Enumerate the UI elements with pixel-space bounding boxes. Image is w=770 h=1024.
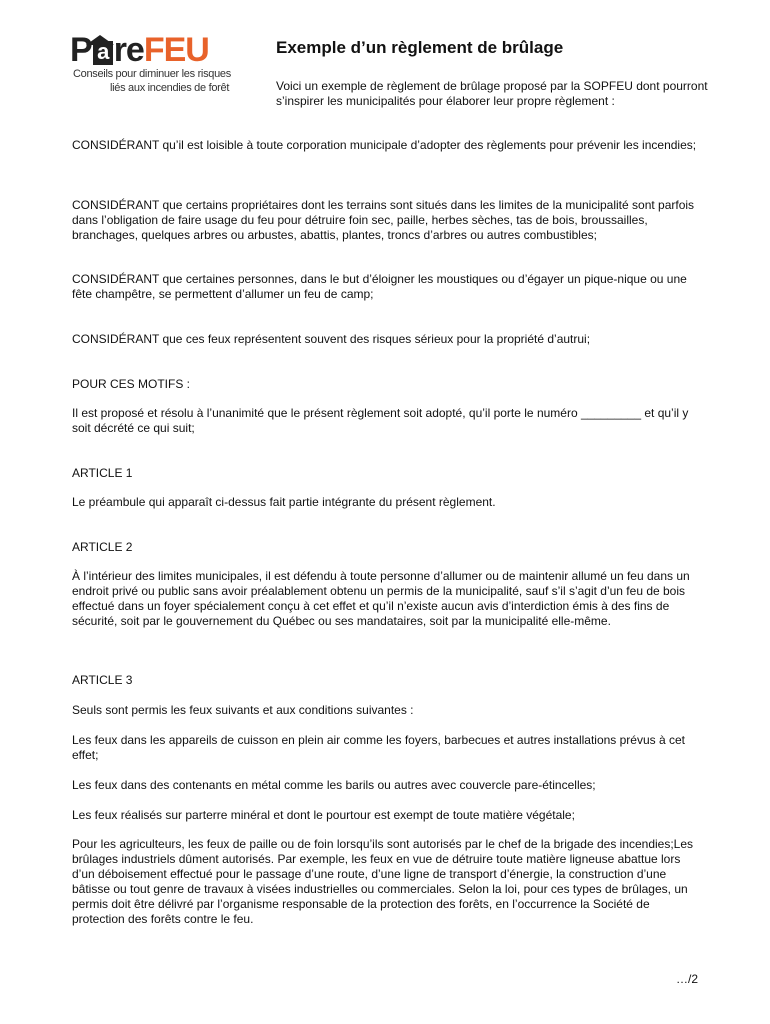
resolution-paragraph: Il est proposé et résolu à l’unanimité que le présent règlement soit adopté, qu’il porte le numéro _________ et qu’il y soit décrété ce qui suit; [72,406,689,435]
intro-paragraph: Voici un exemple de règlement de brûlage proposé par la SOPFEU dont pourront s’inspirer les municipalités pour élaborer leur propre règlement : [276,79,708,108]
article-paragraph: Les feux dans les appareils de cuisson en plein air comme les foyers, barbecues et autres installations prévus à cet effet; [72,733,685,762]
article-paragraph: Le préambule qui apparaît ci-dessus fait partie intégrante du présent règlement. [72,495,496,509]
logo-tagline-line2: liés aux incendies de forêt [110,82,230,94]
logo-letter-p: P [70,31,92,69]
document-title: Exemple d’un règlement de brûlage [276,38,564,57]
considerant-paragraph: CONSIDÉRANT que ces feux représentent souvent des risques sérieux pour la propriété d’autrui; [72,332,591,346]
considerant-paragraph: CONSIDÉRANT que certaines personnes, dans le but d’éloigner les moustiques ou d’égayer un pique-nique ou une fête champêtre, se permettent d’allumer un feu de camp; [72,272,687,301]
article-paragraph: Seuls sont permis les feux suivants et aux conditions suivantes : [72,703,414,717]
logo-wordmark [70,32,209,68]
logo-letter-a: a [93,41,113,65]
article-heading: ARTICLE 1 [72,466,133,480]
article-heading: ARTICLE 2 [72,540,133,554]
motifs-heading: POUR CES MOTIFS : [72,377,191,391]
article-heading: ARTICLE 3 [72,673,133,687]
logo-letters-re: re [113,31,144,69]
article-paragraph: Pour les agriculteurs, les feux de paille ou de foin lorsqu’ils sont autorisés par le chef de la brigade des incendies;Les brûlages industriels dûment autorisés. Par exemple, les feux en vue de détruire toute matière ligneuse abattue lors d’un déboisement effectué pour le passage d’une route, d’une ligne de transport d’énergie, la construction d’une bâtisse ou tout genre de travaux à visées industrielles ou commerciales. Selon la loi, pour ces types de brûlages, un permis doit être délivré par l’organisme responsable de la protection des forêts, en l’occurrence la Société de protection des forêts contre le feu. [72,837,694,926]
page-continuation-marker: …/2 [675,972,698,986]
article-paragraph: À l’intérieur des limites municipales, il est défendu à toute personne d’allumer ou de maintenir allumé un feu dans un endroit privé ou public sans avoir préalablement obtenu un permis de la municipalité, sauf s’il s’agit d’un feu de bois effectué dans un foyer spécialement conçu à cet effet et qu’il n’existe aucun avis d’interdiction émis à des fins de sécurité, soit par le gouvernement du Québec ou ses mandataires, soit par la municipalité elle-même. [72,569,690,628]
considerant-paragraph: CONSIDÉRANT que certains propriétaires dont les terrains sont situés dans les limites de la municipalité sont parfois dans l’obligation de faire usage du feu pour détruire foin sec, paille, herbes sèches, tas de bois, broussailles, branchages, quelques arbres ou arbustes, abattis, plantes, troncs d’arbres ou autres combustibles; [72,198,695,242]
parefeu-logo [70,32,240,102]
logo-letters-feu: FEU [143,31,209,69]
article-paragraph: Les feux dans des contenants en métal comme les barils ou autres avec couvercle pare-étincelles; [72,778,596,792]
considerant-paragraph: CONSIDÉRANT qu’il est loisible à toute corporation municipale d’adopter des règlements pour prévenir les incendies; [72,138,697,152]
article-paragraph: Les feux réalisés sur parterre minéral et dont le pourtour est exempt de toute matière végétale; [72,808,575,822]
logo-tagline-line1: Conseils pour diminuer les risques [73,68,231,80]
